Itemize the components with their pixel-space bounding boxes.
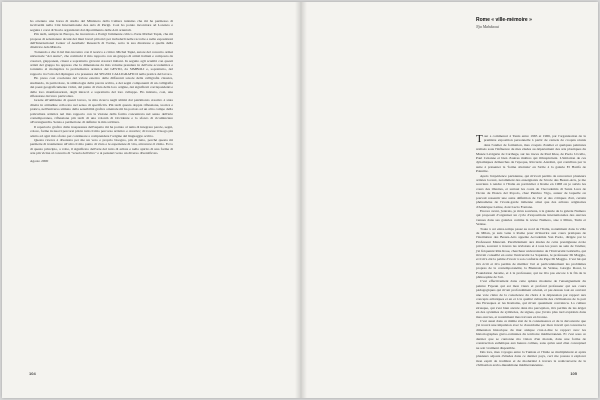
right-paragraph: Encore avant, j'entrais, je m'en souviens, à la galerie de la galerie Numero qui proposait d'organiser un cycle d'expositions internationales des œuvres venues dans ses galeries comme la revue Numero, sise à Milan, Turin et Venise. [476,208,586,227]
left-paragraph: Il repertorio grafico dalle trasparenze dell'aspetto mi ha portato al tema di integrare parole, segni, colore, forme in nuovi percorsi più in tutto il mio percorso artistico e creativo; di trovare il luogo più adatto ad ogni mio sforzo per continuare a comprendere l'origine del linguaggio scritto. [30,124,173,138]
right-paragraph: C'est effectivement dans cette sphère moderne de l'enseignement du peintre Fayeun qui est mon vieux et profond professeur qui ses cours pédagogiques qui m'ont profondément orienté, et par-dessus tout en ouvrant une voie claire de la conscience du choix à la dépression par rapport aux concepts artistiques et en et à la qualité culturelle des civilisations de la part des Etrusques et les Romains, qui m'ont quasiment convaincu. La culture étrusque, qui s'est bien ancrée dans ma perception, m'a permis de les ériger en des systèmes de symboles, de signes, que j'avais plus tard exploités dans mes œuvres, et notamment mes travaux en bronze. [476,279,586,319]
left-page-number: 104 [29,371,36,376]
left-paragraph: Questa ricerca è diventata per me un vero e proprio bisogno, più di tutto, perché questa mi permette di trasmettere all'altro il mio punto di vista e le esperienze di vita, attraverso il ritmo. Ecco di questo principio, a volte, il significato dell'arte del tutto di artista e nello spirito di una forma di arte più vicina al concetto di "scuola dell'altro" e ai pensieri verso un diverso diversificato. [30,137,173,156]
right-paragraph: C'est aussi dans ce même état de la connaissance et de la découverte que j'ai trouvé une impulsion avec le classicisme par mon travail qui concerne la dimension historique du mur antique c'est-à-dire le rapport avec les historiographes gréco-romaines du territoire méditerranéen. Et c'est sous ce dernier que se cantonne ma vision d'un monde, dans une forme de construction esthétique aux heures calmes, sans qu'un seul élan conceptuel ne soit vraiment disponible. [476,319,586,350]
left-paragraph: Grazie all'ambiente di questi lavoro, la mia ricerca negli ultimi dal patrimonio creativo è stata diretta in attitudine collocato nel senso di specificità. Più tardi questa doppia riflessione, teorica e pratica, nell'universo stimato della sensibilità grafica orientale mi ha portato ad un altro campo della policultura artistica nel mio rapporto con la visione della forma concentrata nel senso dell'arte contemporanea, riflessione più tardi di una volontà di Occidente e lo sforzo di ricominciare all'avanguardia. Senza e permettono di definire la mia scrittura. [30,98,173,125]
right-page [301,2,598,398]
right-text-column [476,134,586,368]
left-paragraph: ho ottenuto una borsa di studio del Ministero della Cultura tunisino che mi ha permesso di iscrivermi nella Cité Internationale des Arts di Parigi. Così ho potuto incontrare ad Lorenzo e seguire i corsi di Storia organizzati dal dipartimento delle Arti orientali. [30,19,173,32]
right-paragraph: Après l'expérience parisienne, qui m'avait permis de rencontrer plusieurs artistes locaux, notamment des enseignants de l'école des Beaux-Arts, je me souviens à rendre à l'Italie en particulier à Rome en 1968 où je suivis les cours des illustres, et surtout les cours de l'Accademia di Santa Luca de l'école de Piazza del Popolo, chez Pietrino Vigo, auteur de laquelle on pouvait ressentir une autre définition de l'art et des critiques d'art, certain phénomène de l'avant-garde italienne ainsi que des artistes originaires d'Amérique Latine, dont Lucio Fontana. [476,173,586,209]
right-page-number: 105 [570,371,577,376]
drop-cap: T [476,133,483,145]
article-title: Rome « ville-mémoire » [476,17,532,23]
article-header [476,17,586,29]
left-page [2,2,299,398]
right-paragraph: Dès lors, mes voyages entre la Tunisie et l'Italie se multiplièrent et après plusieurs séjours d'études dans ce dernier pays, ceci me poussa à explorer mon esprit de tradition et de modernité à travers la redécouverte de la civilisation arabo-musulmane méditerranéenne. [476,349,586,368]
article-author: Nja Mahdaoui [476,24,500,29]
right-paragraph: Toute à cet entre-temps passé au nord de l'Italie, notamment dans la ville de Milan, je suis venu à Rome pour m'inscrire aux cours pratiques de l'institution des Beaux-Arts appelée Accademia San Paolo, dirigée par le Professeur Manzoni. Parallèlement aux études de cette prestigieuse école privée, souvent à travers les révisions et à tous les jours au sein de l'atelier, j'ai fréquenté Rita Rose, chercheur universitaire de l'Université Gabriella, qui m'avait conseillé en outre l'université La Sapienza, le professeur Di Maggio, et il m'a été la palme d'avoir à son confrérie du Pape Di Maggio. C'est lui qui m'a écrit et m'a permis de méditer l'art et particulièrement les problèmes propres de la contemporanéité, la Biennale de Venise, Giorgio Rossi, la Foundation Jerome, et à la professeur, qui ne m'a pas encore à la fin de la philosophie de l'art. [476,226,586,279]
left-paragraph: Ho preso così coscienza del valore estetico delle differenti scuole della calligrafia classica, studiando, in particolare, la simbologia della parola scritta, e dei segni componenti di un calligrafia dei paesi geograficamente vicini, dal punto di vista della loro origine, dei significati corrispondenti e delle loro manifestazioni, degli intrecci e soprattutto del loro sviluppo. Ho iniziato, così, una riflessione davvero particolare. [30,76,173,98]
right-paragraph-text: out a commencé à Tunis entre 1965 et 1966, par l'organisation de la première exposition personnelle à partir de carnets de croquis réunis dans l'atelier de formation, mes croquis d'atelier et quelques peintures réalisés sous l'influence de mes études au département des arts plastiques du Musée Lavigerie de Carthage, sur les traces de Paul Klee, de Paolo Uccello, Paul Cézanne et bien d'autres maîtres qui m'inspirèrent. L'initiation de ces dynamiques démarches de l'époque, Riccardo Antolini, qui contribua par la suite à présenter la 'forme abstraite' en Sicile à la galerie El Harifa de Palerme. [476,134,586,174]
book-spread [2,2,598,398]
right-paragraph-first [476,134,586,174]
date-line: Agosto 2000 [30,158,49,163]
left-text-column [30,19,173,163]
left-paragraph: Più tardi, sempre in Europa, ho incontrato a Parigi l'eminente critico d'arte Michel Tapié, che mi propose di selezionare alcuni dei miei lavori pittorici per includerli nelle raccolte e nelle esposizioni dell'International Center of Aesthetic Research di Torino, sotto la sua direzione e quella della direttrice Ada Minola. [30,32,173,50]
left-paragraph: Tornando a che il dal mio incontro con il teorico e critico Michel Tapié, autore del concetto ormai universale "Art Autre", che cominciò il mio rapporto con un gruppo di artisti italiani e composto da creatori, giapponesi, cinesi e soprattutto giovani creatori italiani. In seguito agli scambi con questi artisti del gruppo ho appreso che la dimensione da mio volume prendere in dell'arte accademica e torniamo al molteplice la problematica artistica del GESTO, da SIMBOLI e, soprattutto, del rapporto tra l'atto del dipingere e la presenza del SEGNO CALLIGRAFICO nella pratica del lavoro. [30,49,173,76]
